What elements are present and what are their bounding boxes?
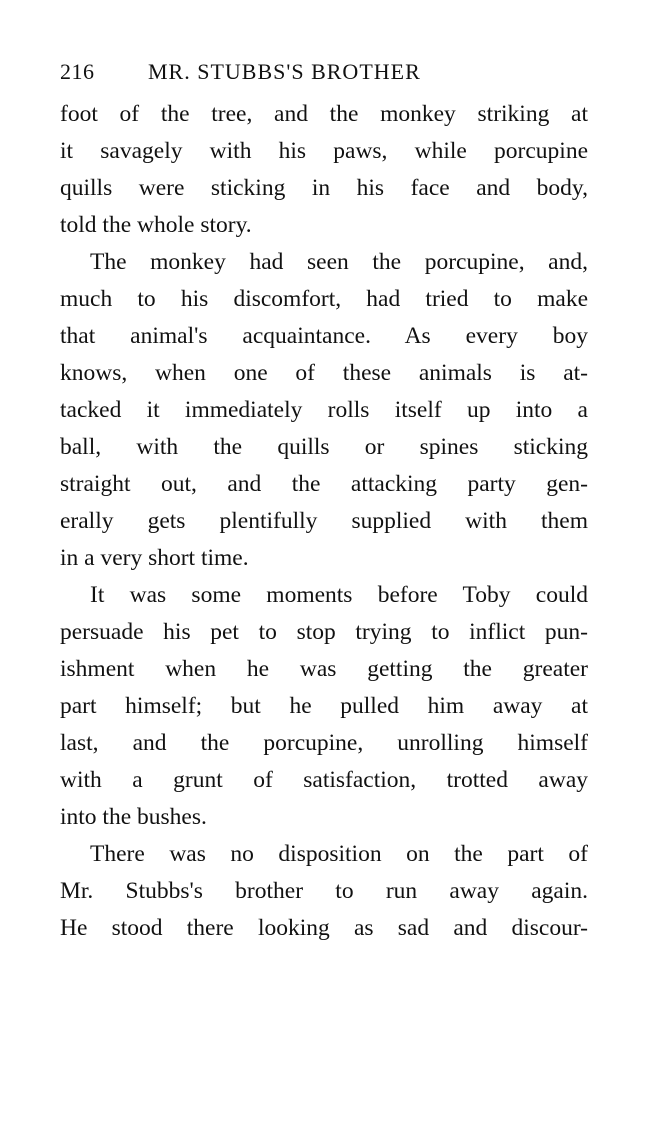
text-line: There was no disposition on the part of — [90, 841, 588, 867]
text-line: Mr. Stubbs's brother to run away again. — [60, 878, 588, 904]
text-line: ball, with the quills or spines sticking — [60, 434, 588, 460]
text-line: straight out, and the attacking party gen- — [60, 471, 588, 497]
text-line: persuade his pet to stop trying to inflict pun- — [60, 619, 588, 645]
paragraph — [60, 244, 588, 577]
text-line: He stood there looking as sad and discour- — [60, 915, 588, 941]
paragraph — [60, 96, 588, 244]
text-line: The monkey had seen the porcupine, and, — [90, 249, 588, 275]
text-line: into the bushes. — [60, 804, 207, 830]
text-line: much to his discomfort, had tried to make — [60, 286, 588, 312]
text-line: with a grunt of satisfaction, trotted away — [60, 767, 588, 793]
text-line: erally gets plentifully supplied with them — [60, 508, 588, 534]
text-line: that animal's acquaintance. As every boy — [60, 323, 588, 349]
text-line: knows, when one of these animals is at- — [60, 360, 588, 386]
text-line: it savagely with his paws, while porcupine — [60, 138, 588, 164]
text-line: quills were sticking in his face and body, — [60, 175, 588, 201]
text-line: tacked it immediately rolls itself up into a — [60, 397, 588, 423]
text-line: last, and the porcupine, unrolling himself — [60, 730, 588, 756]
paragraph — [60, 577, 588, 836]
text-line: part himself; but he pulled him away at — [60, 693, 588, 719]
page-number: 216 — [60, 59, 95, 84]
text-line: It was some moments before Toby could — [90, 582, 588, 608]
running-title: MR. STUBBS'S BROTHER — [148, 59, 421, 84]
text-line: foot of the tree, and the monkey striking at — [60, 101, 588, 127]
paragraph — [60, 836, 588, 947]
book-page — [60, 52, 588, 947]
text-line: ishment when he was getting the greater — [60, 656, 588, 682]
running-head — [60, 52, 588, 92]
text-line: told the whole story. — [60, 212, 252, 238]
text-line: in a very short time. — [60, 545, 249, 571]
